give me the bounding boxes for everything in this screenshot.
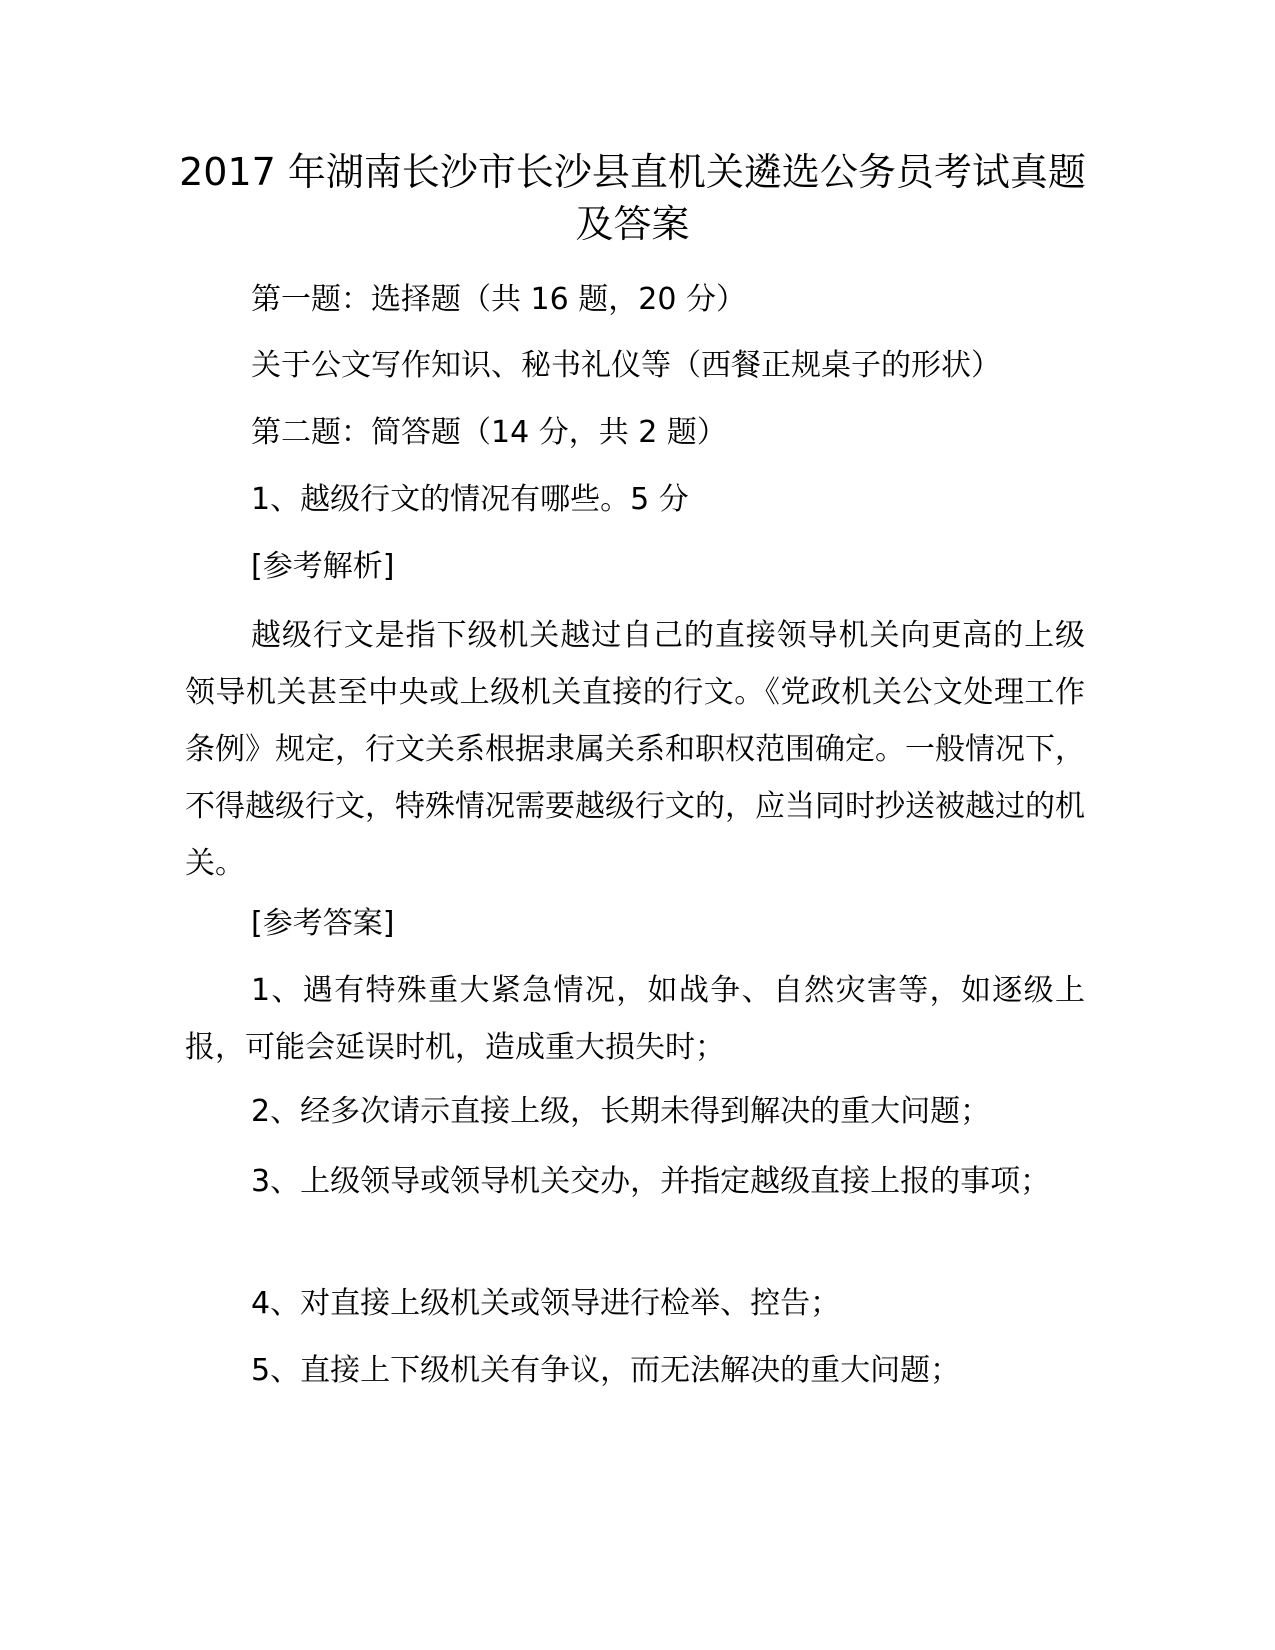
- question-1-heading: 第一题：选择题（共 16 题，20 分）: [251, 282, 746, 317]
- question-1-description: 关于公文写作知识、秘书礼仪等（西餐正规桌子的形状）: [251, 348, 1001, 383]
- answer-item-5: 5、直接上下级机关有争议，而无法解决的重大问题；: [251, 1353, 961, 1388]
- analysis-paragraph: 越级行文是指下级机关越过自己的直接领导机关向更高的上级领导机关甚至中央或上级机关直接的行文。《党政机关公文处理工作条例》规定，行文关系根据隶属关系和职权范围确定。一般情况下，不得越级行文，特殊情况需要越级行文的，应当同时抄送被越过的机关。: [185, 618, 1085, 881]
- answer-item-3: 3、上级领导或领导机关交办，并指定越级直接上报的事项；: [251, 1164, 1051, 1199]
- document-title: 2017 年湖南长沙市长沙县直机关遴选公务员考试真题及答案: [179, 150, 1086, 246]
- answer-item-2: 2、经多次请示直接上级，长期未得到解决的重大问题；: [251, 1094, 991, 1129]
- question-2-heading: 第二题：简答题（14 分，共 2 题）: [251, 415, 727, 450]
- question-2-item-1: 1、越级行文的情况有哪些。5 分: [251, 482, 689, 517]
- answer-item-4: 4、对直接上级机关或领导进行检举、控告；: [251, 1286, 841, 1321]
- answer-label: [参考答案]: [251, 906, 395, 941]
- analysis-label: [参考解析]: [251, 549, 395, 584]
- answer-item-1: 1、遇有特殊重大紧急情况，如战争、自然灾害等，如逐级上报，可能会延误时机，造成重大损失时；: [185, 973, 1085, 1065]
